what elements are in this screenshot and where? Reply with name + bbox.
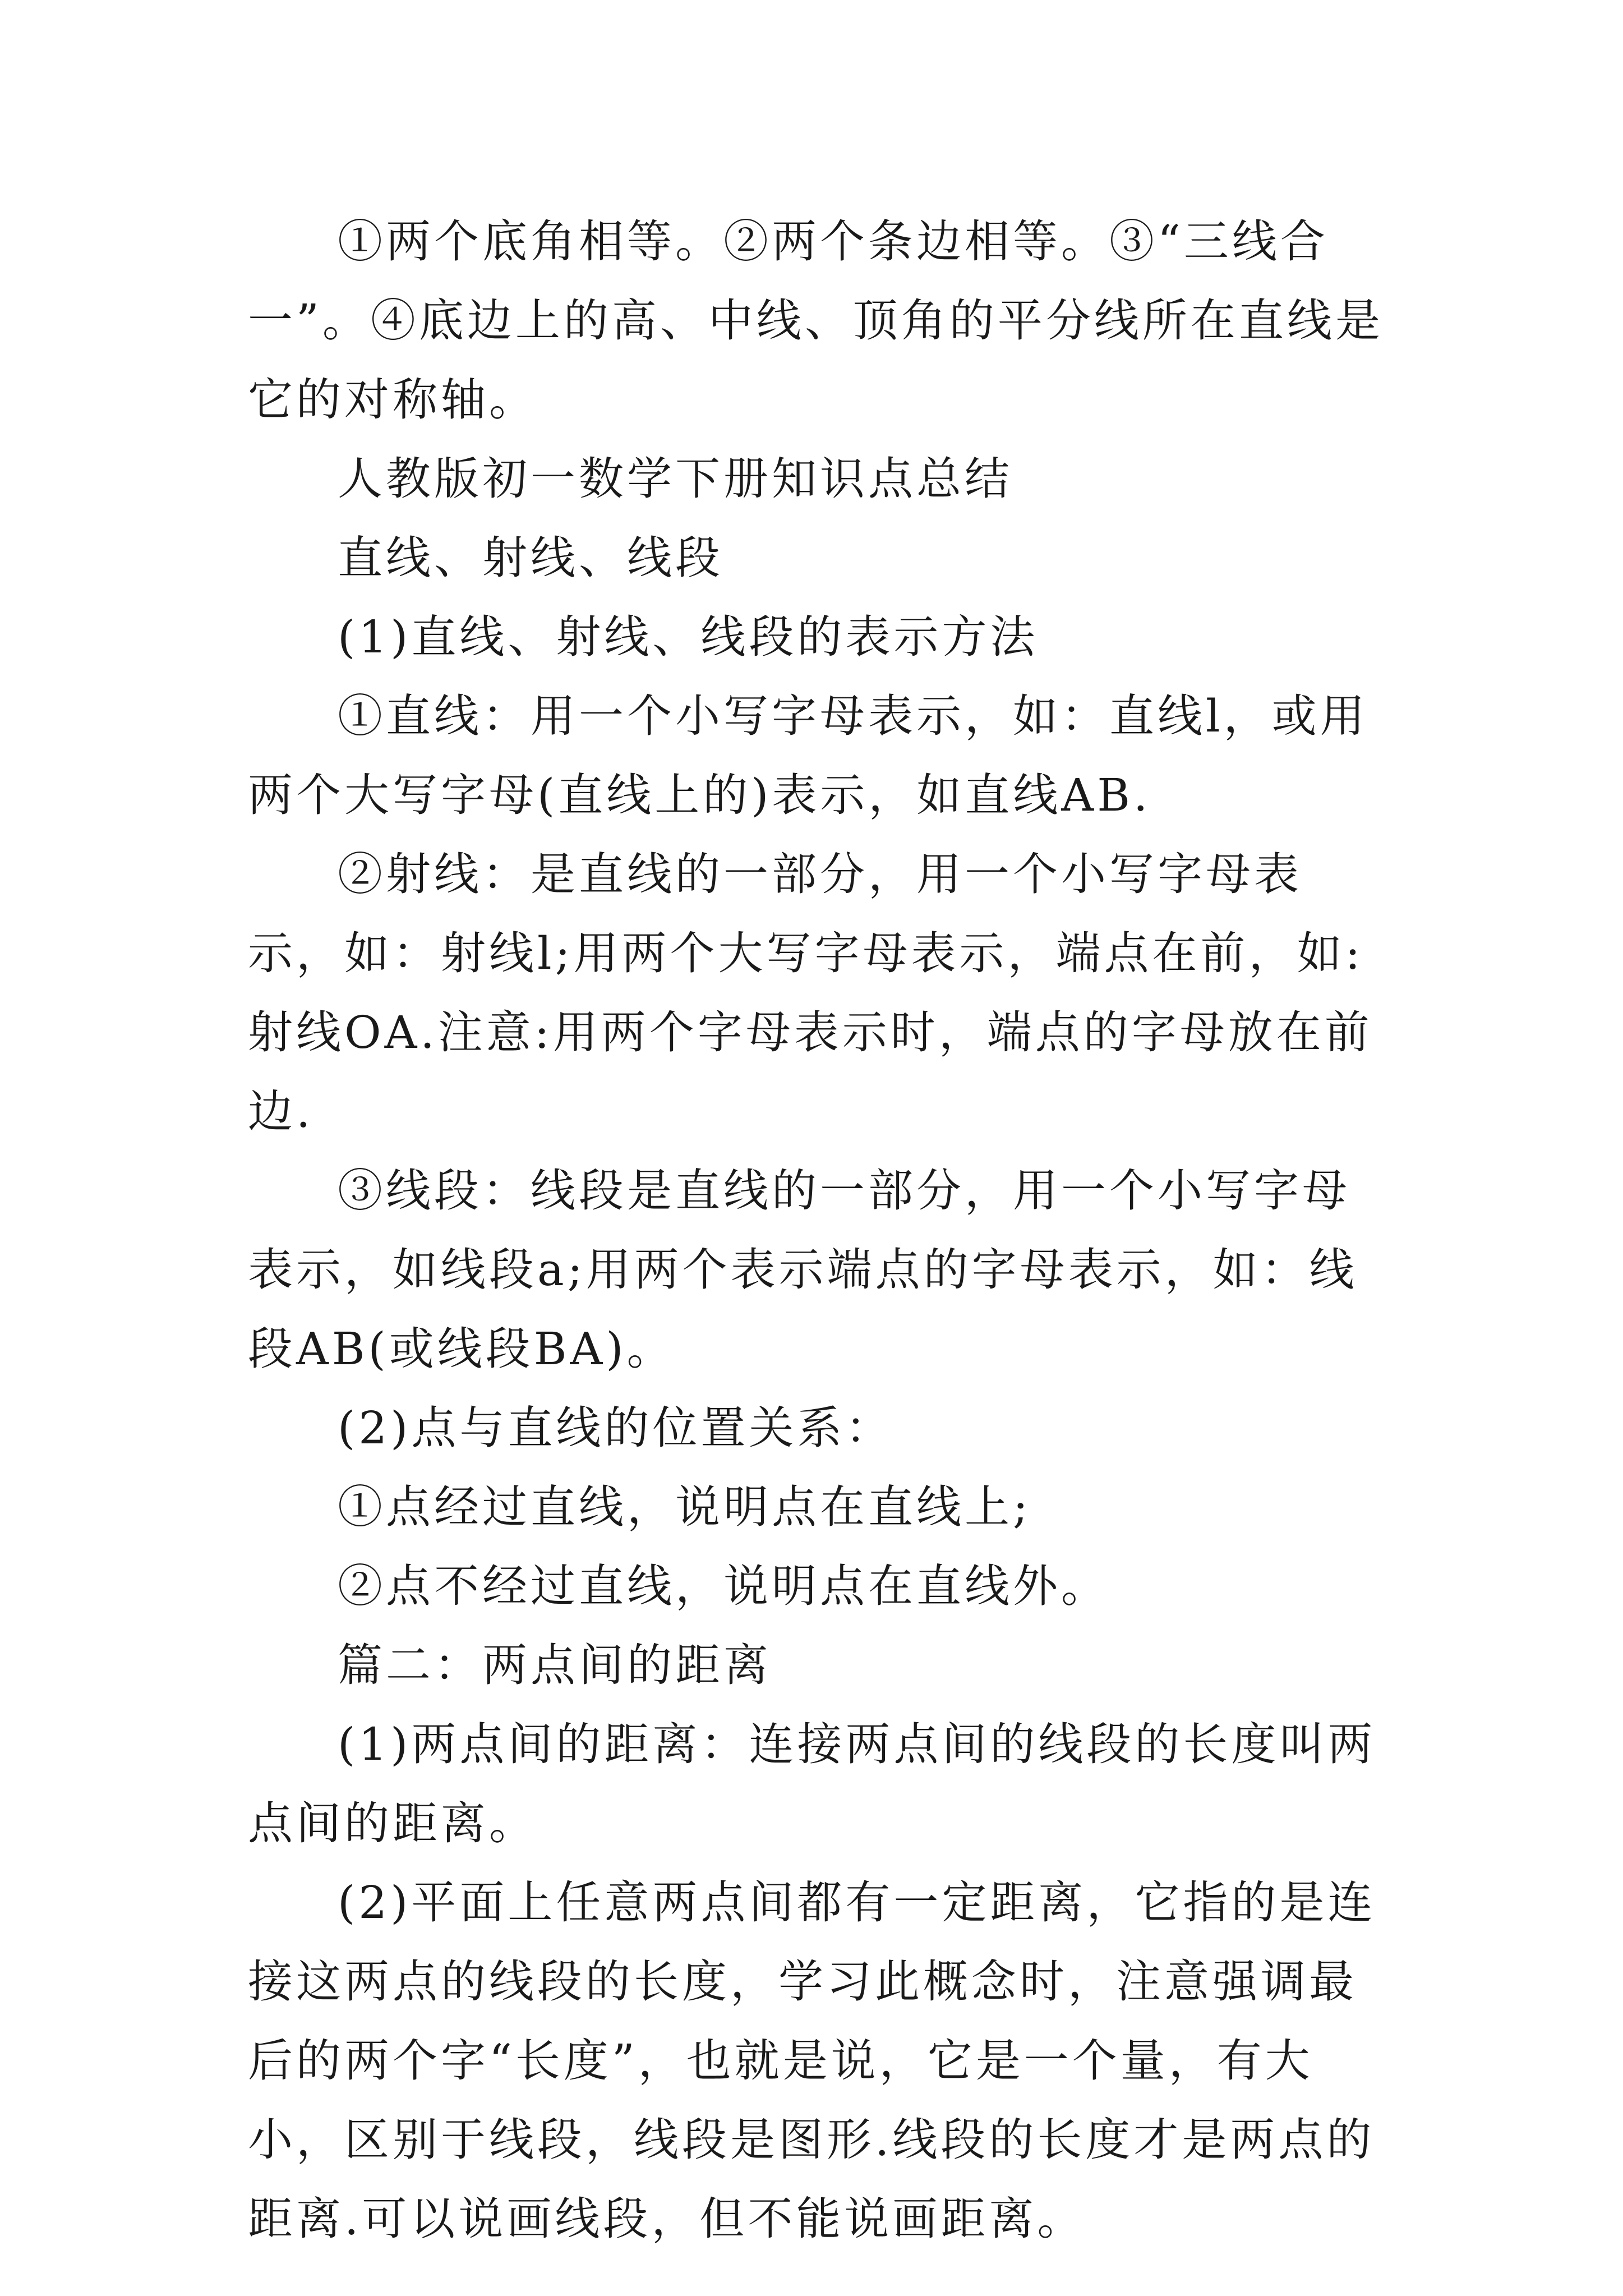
paragraph-chapter-two-title: 篇二：两点间的距离 — [338, 1639, 772, 1691]
paragraph-isosceles-properties: ①两个底角相等。②两个条边相等。③“三线合一”。④底边上的高、中线、顶角的平分线所在直线是它的对称轴。 — [248, 215, 1384, 426]
paragraph-topic-heading: 直线、射线、线段 — [338, 532, 723, 584]
paragraph-distance-definition: (1)两点间的距离：连接两点间的线段的长度叫两点间的距离。 — [248, 1718, 1376, 1849]
paragraph-section-title: 人教版初一数学下册知识点总结 — [338, 453, 1013, 505]
paragraph-distance-explanation: (2)平面上任意两点间都有一定距离，它指的是连接这两点的线段的长度，学习此概念时，注意强调最后的两个字“长度”，也就是说，它是一个量，有大小，区别于线段，线段是图形.线段的长度才是两点的距离.可以说画线段，但不能说画距离。 — [248, 1876, 1376, 2245]
document-body — [248, 202, 1392, 2258]
paragraph-point-line-heading: (2)点与直线的位置关系： — [338, 1402, 894, 1454]
paragraph-point-off-line: ②点不经过直线，说明点在直线外。 — [338, 1560, 1109, 1612]
paragraph-line-notation: ①直线：用一个小写字母表示，如：直线l，或用两个大写字母(直线上的)表示，如直线AB. — [248, 690, 1368, 821]
paragraph-notation-heading: (1)直线、射线、线段的表示方法 — [338, 611, 1039, 663]
paragraph-point-on-line: ①点经过直线，说明点在直线上; — [338, 1481, 1031, 1533]
paragraph-segment-notation: ③线段：线段是直线的一部分，用一个小写字母表示，如线段a;用两个表示端点的字母表示，如：线段AB(或线段BA)。 — [248, 1165, 1358, 1375]
paragraph-ray-notation: ②射线：是直线的一部分，用一个小写字母表示，如：射线l;用两个大写字母表示，端点在前，如:射线OA.注意:用两个字母表示时，端点的字母放在前边. — [248, 848, 1373, 1138]
